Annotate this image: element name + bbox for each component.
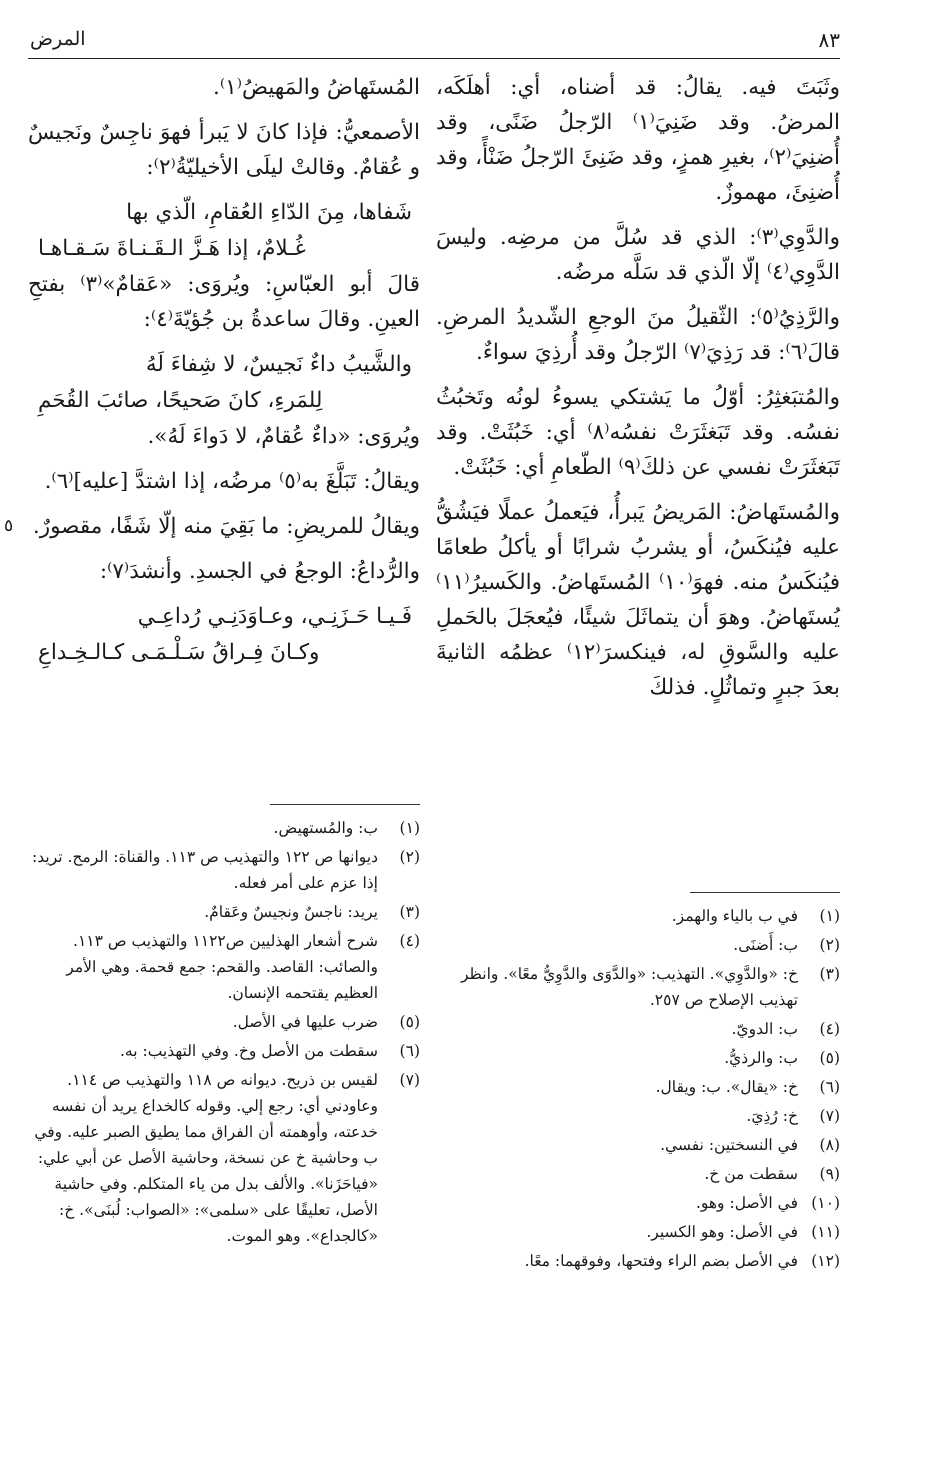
paragraph: الأصمعيُّ: فإذا كانَ لا يَبرأ فهوَ ناجِسٌ ونَجيسٌ و عُقامٌ. وقالتْ ليلَى الأخيليّةُ⁽٢⁾: xyxy=(28,120,420,180)
footnote: (٤) شرح أشعار الهذليين ص١١٢٢ والتهذيب ص ١١٣. والصائب: القاصد. والقحم: جمع قحمة. وهي الأمر العظيم يقتحمه الإنسان. xyxy=(66,932,420,1002)
paragraph: ويُروَى: «داءٌ عُقامٌ، لا دَواءَ لَهُ». xyxy=(147,424,420,449)
page-number: ٨٣ xyxy=(818,28,840,52)
paragraph: ويقالُ للمريضِ: ما بَقِيَ منه إلّا شَفًا، مقصورٌ. xyxy=(32,514,420,539)
right-footnotes xyxy=(436,880,840,1277)
footnote: (١٠) في الأصل: وهو. xyxy=(695,1194,840,1212)
footnote: (٧) لقيس بن ذريح. ديوانه ص ١١٨ والتهذيب ص ١١٤. وعاودني أي: رجع إلي. وقوله كالخداع يريد أن نفسه خدعته، وأوهمته أن الفراق مما يطيق الصبر عليه. وفي ب وحاشية خ عن نسخة، وحاشية الأصل عن أبي علي: «فياحَزَنا». والألف بدل من ياء المتكلم. وفي حاشية الأصل، تعليقًا على «سلمى»: «الصواب: لُبنَى». خ: «كالجداع». وهو الموت. xyxy=(34,1071,420,1245)
footnote: (٥) ضرب عليها في الأصل. xyxy=(232,1013,420,1031)
paragraph: والمُتبَغثِرُ: أوّلُ ما يَشتكي يسوءُ لونُه وتَخبُثُ نفسُه. وقد تَبَغثَرَتْ نفسُه⁽٨⁾ أي: خَبُثَتْ. وقد تَبَغثَرَتْ نفسي عن ذلكَ⁽٩⁾ الطّعامِ أي: خَبُثَتْ. xyxy=(436,385,840,480)
footnote: (٢) ديوانها ص ١٢٢ والتهذيب ص ١١٣. والقناة: الرمح. تريد: إذا عزم على أمر فعله. xyxy=(32,848,420,892)
left-footnotes xyxy=(28,792,420,1252)
footnote: (٦) سقطت من الأصل وخ. وفي التهذيب: به. xyxy=(120,1042,420,1060)
verse-hemistich: غُـلامٌ، إذا هَـزَّ الـقَـنـاةَ سَـقـاهـا xyxy=(38,236,306,261)
right-column-text xyxy=(436,70,840,715)
verse-hemistich: فَـيـا حَـزَنِـي، وعـاوَدَنِـي رُداعِـي xyxy=(137,604,412,629)
footnote: (٥) ب: والرذيُّ. xyxy=(724,1049,840,1067)
footnote: (٦) خ: «يقال». ب: ويقال. xyxy=(655,1078,840,1096)
footnote: (١١) في الأصل: وهو الكسير. xyxy=(646,1223,840,1241)
verse-hemistich: شَفاها، مِنَ الدّاءِ العُقامِ، الّذي بها xyxy=(126,200,412,225)
footnote: (١٢) في الأصل بضم الراء وفتحها، وفوقهما: معًا. xyxy=(524,1252,840,1270)
footnote: (٧) خ: رُذِيَ. xyxy=(746,1107,840,1125)
verse-hemistich: وكـانَ فِـراقُ سَـلْـمَـى كـالـخِـداعِ xyxy=(38,640,320,665)
footnote: (٤) ب: الدويّ. xyxy=(731,1020,840,1038)
footnote: (٩) سقطت من خ. xyxy=(704,1165,840,1183)
footnote-separator xyxy=(270,804,420,805)
paragraph: والرُّداعُ: الوجعُ في الجسدِ. وأنشدَ⁽٧⁾: xyxy=(99,559,420,584)
running-title: المرض xyxy=(30,28,86,50)
paragraph: قالَ أبو العبّاسِ: ويُروَى: «عَقامٌ»⁽٣⁾ بفتحِ العينِ. وقالَ ساعدةُ بن جُؤيّةَ⁽٤⁾: xyxy=(28,272,420,332)
paragraph: ويقالُ: تَبَلَّغَ به⁽٥⁾ مرضُه، إذا اشتدَّ [عليه]⁽٦⁾. xyxy=(44,469,420,494)
verse-hemistich: لِلمَرءِ، كانَ صَحيحًا، صائبَ القُحَمِ xyxy=(38,388,323,413)
paragraph: والمُستَهاضُ: المَريضُ يَبرأُ، فيَعملُ عملًا فيَشُقُّ عليه فيُنكَسُ، أو يشربُ شرابًا أو يأكلُ طعامًا فيُنكَسُ منه. فهوَ⁽١٠⁾ المُستَهاضُ. والكَسيرُ⁽١١⁾ يُستَهاضُ. وهوَ أن يتماثَلَ شيئًا، فيُعجَلَ بالحَملِ عليه والسَّوقِ له، فينكسرَ⁽١٢⁾ عظمُه الثانيةَ بعدَ جبرٍ وتماثُلٍ. فذلكَ xyxy=(436,500,841,700)
footnote: (١) ب: والمُستهيض. xyxy=(273,819,420,837)
paragraph: والرَّذِيُ⁽٥⁾: الثّقيلُ منَ الوجعِ الشّديدُ المرضِ. قالَ⁽٦⁾: قد رَذِيَ⁽٧⁾ الرّجلُ وقد أُرذِيَ سواءٌ. xyxy=(436,305,840,365)
footnote-separator xyxy=(690,892,840,893)
page-header xyxy=(28,22,840,59)
footnote: (١) في ب بالياء والهمز. xyxy=(671,907,840,925)
paragraph: والدَّوِي⁽٣⁾: الذي قد سُلَّ من مرضِه. وليسَ الدَّوِي⁽٤⁾ إلّا الّذي قد سَلَّه مرضُه. xyxy=(436,225,840,285)
footnote: (٣) خ: «والدَّوِي». التهذيب: «والدَّوَى والدَّوِيُّ معًا». وانظر تهذيب الإصلاح ص ٢٥٧. xyxy=(461,965,840,1009)
paragraph: المُستَهاضُ والمَهيضُ⁽١⁾. xyxy=(213,75,420,100)
verse-hemistich: والشَّيبُ داءٌ نَجيسٌ، لا شِفاءَ لَهُ xyxy=(145,352,412,377)
left-column-text xyxy=(28,70,420,671)
footnote: (٣) يريد: ناجسٌ ونجيسٌ وعَقامٌ. xyxy=(204,903,420,921)
paragraph: وثَبَتَ فيه. يقالُ: قد أضناه، أي: أهلَكَه، المرضُ. وقد ضَنِيَ⁽١⁾ الرّجلُ ضَنًى، وقد أُضنِيَ⁽٢⁾، بغيرِ همزٍ، وقد ضَنِئَ الرّجلُ ضَنْأً، وقد أُضنِئَ، مهموزٌ. xyxy=(436,75,841,205)
footnote: (٢) ب: أَضنَى. xyxy=(733,936,840,954)
footnote: (٨) في النسختين: نفسي. xyxy=(660,1136,840,1154)
margin-line-marker: ٥ xyxy=(4,516,14,536)
